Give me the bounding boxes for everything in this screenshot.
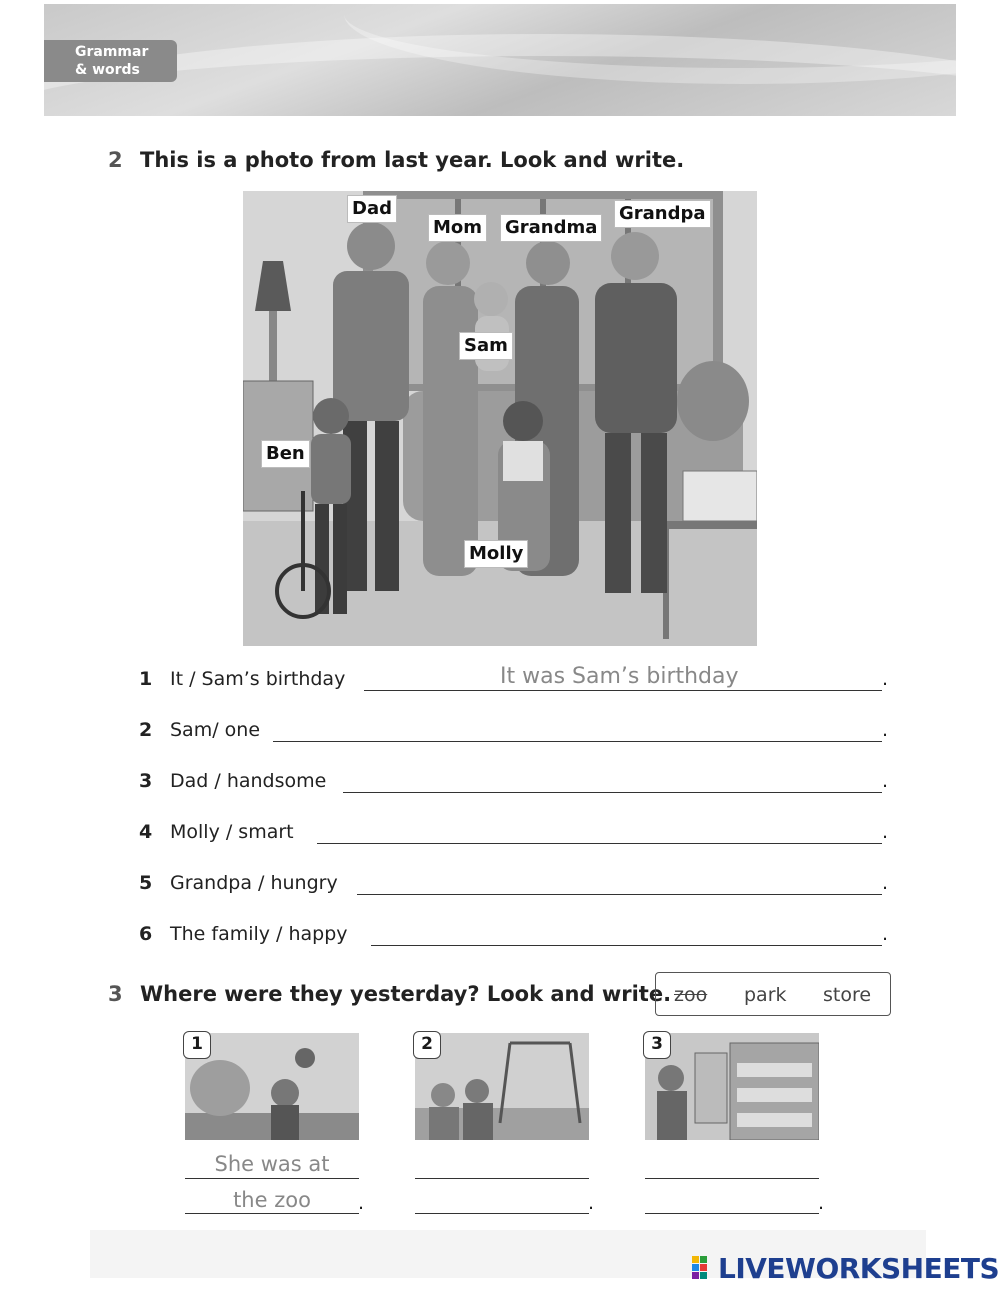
item-prompt: The family / happy bbox=[170, 923, 348, 945]
item-number: 6 bbox=[139, 923, 153, 945]
picture-1-answer-line1[interactable]: She was at bbox=[214, 1152, 330, 1176]
period: . bbox=[882, 872, 889, 894]
answer-line-1[interactable] bbox=[364, 690, 882, 691]
brand-name[interactable]: LIVEWORKSHEETS bbox=[718, 1252, 1000, 1285]
picture-number-1: 1 bbox=[183, 1031, 211, 1059]
item-prompt: Dad / handsome bbox=[170, 770, 327, 792]
picture-number-2: 2 bbox=[413, 1031, 441, 1059]
period: . bbox=[882, 668, 889, 690]
item-number: 1 bbox=[139, 668, 153, 690]
exercise-2-number: 2 bbox=[108, 148, 123, 172]
answer-line-5[interactable] bbox=[357, 894, 882, 895]
word-store: store bbox=[823, 984, 872, 1006]
item-number: 2 bbox=[139, 719, 153, 741]
picture-park bbox=[415, 1033, 589, 1140]
picture-number-3: 3 bbox=[643, 1031, 671, 1059]
label-mom: Mom bbox=[428, 214, 487, 242]
picture-3-line-2[interactable] bbox=[645, 1213, 819, 1214]
picture-1-answer-line2[interactable]: the zoo bbox=[233, 1188, 311, 1212]
zoo-illustration bbox=[185, 1033, 359, 1140]
item-prompt: Sam/ one bbox=[170, 719, 261, 741]
sentence-row-4 bbox=[0, 821, 1000, 851]
sentence-row-3 bbox=[0, 770, 1000, 800]
item-number: 3 bbox=[139, 770, 153, 792]
sentence-row-1 bbox=[0, 664, 1000, 698]
answer-line-2[interactable] bbox=[273, 741, 882, 742]
period: . bbox=[882, 770, 889, 792]
exercise-3-instruction: Where were they yesterday? Look and write. bbox=[140, 982, 672, 1006]
item-number: 5 bbox=[139, 872, 153, 894]
picture-3-line-1[interactable] bbox=[645, 1178, 819, 1179]
exercise-3-number: 3 bbox=[108, 982, 123, 1006]
picture-1-line-2[interactable] bbox=[185, 1213, 359, 1214]
sentence-row-6 bbox=[0, 923, 1000, 953]
answer-line-3[interactable] bbox=[343, 792, 882, 793]
period: . bbox=[882, 923, 889, 945]
picture-zoo bbox=[185, 1033, 359, 1140]
liveworksheets-logo-icon bbox=[692, 1256, 716, 1280]
label-ben: Ben bbox=[261, 440, 310, 468]
label-dad: Dad bbox=[347, 195, 397, 223]
item-prompt: Molly / smart bbox=[170, 821, 294, 843]
item-number: 4 bbox=[139, 821, 153, 843]
word-zoo: zoo bbox=[674, 984, 708, 1006]
word-park: park bbox=[744, 984, 787, 1006]
period: . bbox=[882, 821, 889, 843]
picture-store bbox=[645, 1033, 819, 1140]
item-prompt: It / Sam’s birthday bbox=[170, 668, 346, 690]
family-photo bbox=[243, 191, 757, 646]
period: . bbox=[358, 1192, 365, 1214]
store-illustration bbox=[645, 1033, 819, 1140]
header-band bbox=[44, 4, 956, 116]
label-molly: Molly bbox=[464, 540, 528, 568]
sentence-row-2 bbox=[0, 719, 1000, 749]
tag-line-2: & words bbox=[75, 62, 140, 78]
section-tag bbox=[44, 40, 177, 82]
picture-1-line-1[interactable] bbox=[185, 1178, 359, 1179]
park-illustration bbox=[415, 1033, 589, 1140]
family-illustration bbox=[243, 191, 757, 646]
period: . bbox=[882, 719, 889, 741]
picture-2-line-2[interactable] bbox=[415, 1213, 589, 1214]
word-box bbox=[655, 972, 891, 1016]
label-grandma: Grandma bbox=[500, 214, 602, 242]
period: . bbox=[818, 1192, 825, 1214]
answer-line-6[interactable] bbox=[371, 945, 882, 946]
answer-line-4[interactable] bbox=[317, 843, 882, 844]
label-grandpa: Grandpa bbox=[614, 200, 711, 228]
period: . bbox=[588, 1192, 595, 1214]
answer-text-1[interactable]: It was Sam’s birthday bbox=[500, 664, 739, 689]
picture-2-line-1[interactable] bbox=[415, 1178, 589, 1179]
label-sam: Sam bbox=[459, 332, 513, 360]
item-prompt: Grandpa / hungry bbox=[170, 872, 338, 894]
tag-line-1: Grammar bbox=[75, 44, 149, 60]
exercise-2-instruction: This is a photo from last year. Look and write. bbox=[140, 148, 685, 172]
sentence-row-5 bbox=[0, 872, 1000, 902]
